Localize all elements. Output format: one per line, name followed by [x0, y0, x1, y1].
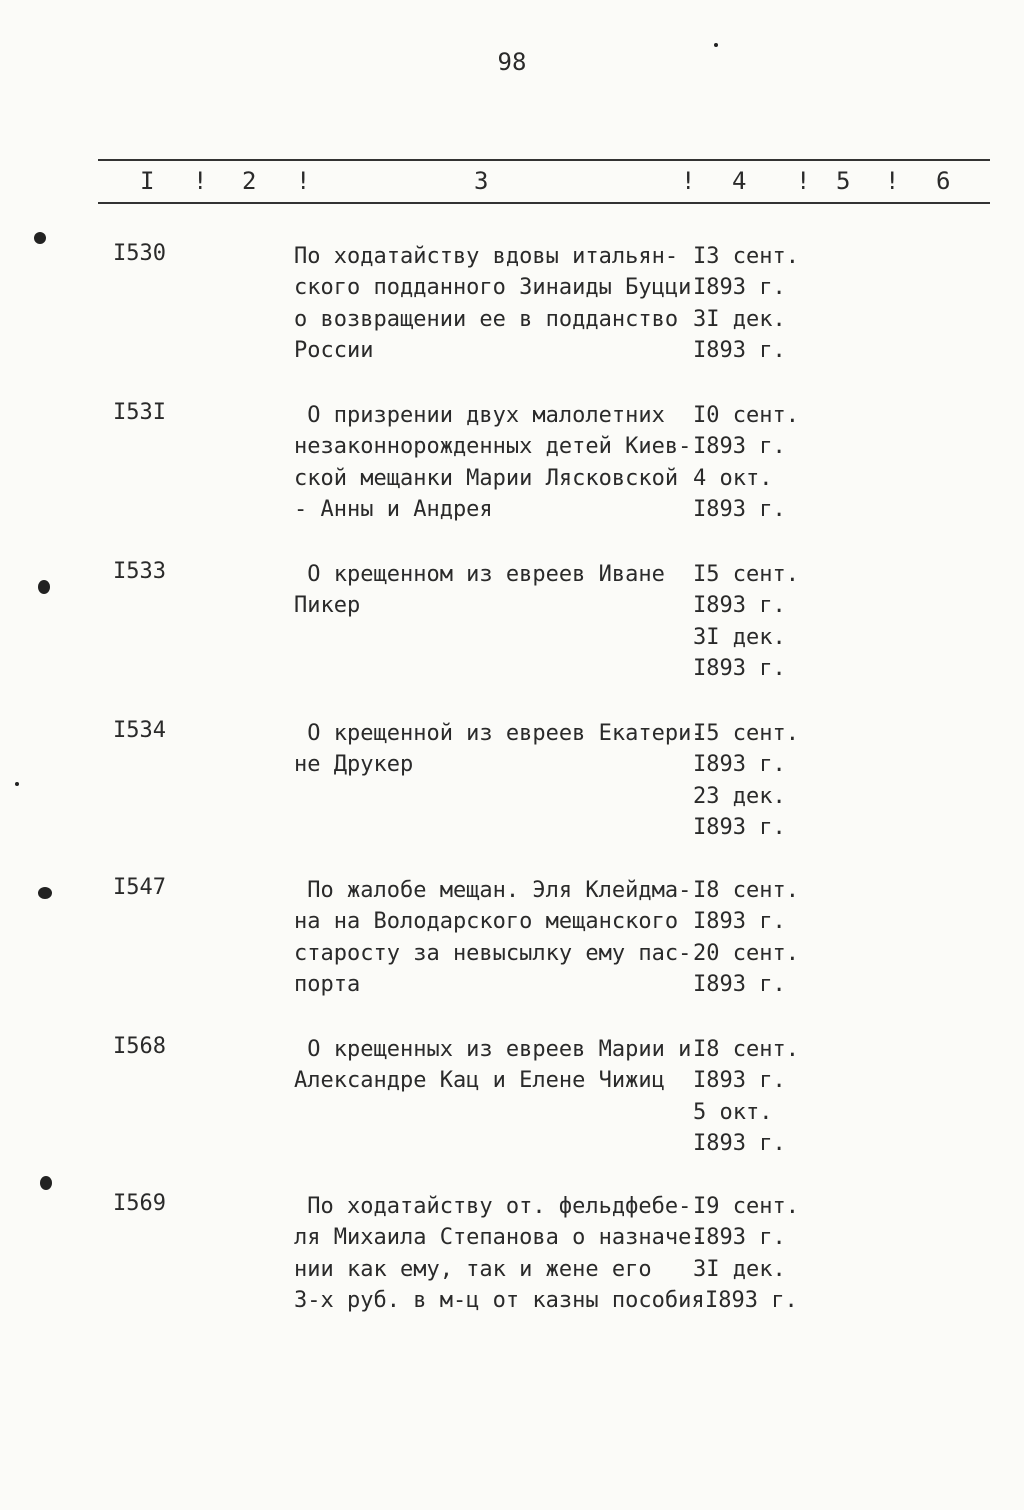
- scan-speck: [714, 43, 718, 47]
- header-separator: !: [796, 167, 811, 195]
- entry-dates: [693, 1034, 813, 1159]
- entry-dates: [693, 718, 813, 843]
- start-date: I3 сент.: [693, 244, 799, 269]
- header-col-5: 5: [836, 167, 851, 195]
- entry-number: I534: [113, 718, 166, 743]
- header-bottom-rule: [98, 202, 990, 204]
- start-year: I893 г.: [693, 752, 786, 778]
- header-col-6: 6: [936, 167, 951, 195]
- end-year: I893 г.: [693, 1130, 786, 1156]
- start-year: I893 г.: [693, 909, 786, 935]
- header-col-3: 3: [474, 167, 489, 195]
- end-year: I893 г.: [693, 971, 786, 997]
- start-year: I893 г.: [693, 434, 786, 460]
- start-year: I893 г.: [693, 1068, 786, 1094]
- entry-dates: [693, 559, 813, 684]
- start-date: I8 сент.: [693, 878, 799, 903]
- description-line: Александре Кац и Елене Чижиц: [294, 1068, 665, 1094]
- binding-hole-mark: [38, 887, 52, 899]
- register-entry: [0, 875, 1024, 1015]
- start-date: I5 сент.: [693, 721, 799, 746]
- description-line: По ходатайству от. фельдфебе-: [294, 1194, 692, 1219]
- end-date: 4 окт.: [693, 465, 773, 491]
- start-year: I893 г.: [693, 275, 786, 301]
- entry-description: [294, 241, 694, 366]
- register-entry: [0, 241, 1024, 381]
- description-line: О крещенных из евреев Марии и: [294, 1037, 692, 1062]
- register-entry: [0, 400, 1024, 540]
- description-line: 3-х руб. в м-ц от казны пособия: [294, 1287, 705, 1313]
- register-entry: [0, 1191, 1024, 1331]
- description-line: на на Володарского мещанского: [294, 909, 679, 935]
- page-number: 98: [497, 48, 527, 76]
- entry-description: [294, 875, 694, 1000]
- end-year: I893 г.: [693, 814, 786, 840]
- start-date: I5 сент.: [693, 562, 799, 587]
- description-line: не Друкер: [294, 752, 414, 778]
- register-entry: [0, 718, 1024, 858]
- description-line: По жалобе мещан. Эля Клейдма-: [294, 878, 692, 903]
- description-line: О крещенном из евреев Иване: [294, 562, 665, 587]
- entry-dates: [693, 1191, 825, 1316]
- description-line: О призрении двух малолетних: [294, 403, 665, 428]
- header-col-2: 2: [242, 167, 257, 195]
- description-line: ля Михаила Степанова о назначе-: [294, 1225, 705, 1251]
- description-line: незаконнорожденных детей Киев-: [294, 434, 692, 460]
- end-year: I893 г.: [693, 655, 786, 681]
- header-separator: !: [681, 167, 696, 195]
- start-date: I0 сент.: [693, 403, 799, 428]
- end-date: 5 окт.: [693, 1099, 773, 1125]
- binding-hole-mark: [40, 1176, 52, 1190]
- description-line: ского подданного Зинаиды Буцци: [294, 275, 692, 301]
- end-year: I893 г.: [693, 337, 786, 363]
- start-year: I893 г.: [693, 593, 786, 619]
- end-date: 20 сент.: [693, 940, 799, 966]
- entry-number: I547: [113, 875, 166, 900]
- header-separator: !: [885, 167, 900, 195]
- start-date: I8 сент.: [693, 1037, 799, 1062]
- entry-number: I568: [113, 1034, 166, 1059]
- start-year: I893 г.: [693, 1225, 786, 1251]
- end-date: 3I дек.: [693, 306, 786, 332]
- end-date: 23 дек.: [693, 783, 786, 809]
- entry-number: I530: [113, 241, 166, 266]
- entry-dates: [693, 241, 813, 366]
- entry-description: [294, 559, 694, 622]
- header-separator: !: [193, 167, 208, 195]
- entry-description: [294, 1191, 705, 1316]
- scan-speck: [15, 782, 19, 786]
- description-line: старосту за невысылку ему пас-: [294, 940, 692, 966]
- entry-description: [294, 1034, 694, 1097]
- end-year: I893 г.: [705, 1287, 798, 1313]
- entry-description: [294, 400, 694, 525]
- entry-number: I569: [113, 1191, 166, 1216]
- description-line: о возвращении ее в подданство: [294, 306, 679, 332]
- description-line: О крещенной из евреев Екатери-: [294, 721, 705, 746]
- entry-description: [294, 718, 705, 781]
- description-line: нии как ему, так и жене его: [294, 1256, 652, 1282]
- entry-number: I53I: [113, 400, 166, 425]
- header-col-1: I: [140, 167, 155, 195]
- header-col-4: 4: [732, 167, 747, 195]
- description-line: Пикер: [294, 593, 361, 619]
- end-year: I893 г.: [693, 496, 786, 522]
- description-line: России: [294, 337, 374, 363]
- header-top-rule: [98, 159, 990, 161]
- start-date: I9 сент.: [693, 1194, 799, 1219]
- entry-number: I533: [113, 559, 166, 584]
- description-line: По ходатайству вдовы итальян-: [294, 244, 679, 269]
- end-date: 3I дек.: [693, 1256, 786, 1282]
- entry-dates: [693, 875, 813, 1000]
- end-date: 3I дек.: [693, 624, 786, 650]
- binding-hole-mark: [38, 580, 50, 594]
- description-line: порта: [294, 971, 361, 997]
- register-entry: [0, 559, 1024, 699]
- description-line: - Анны и Андрея: [294, 496, 493, 522]
- binding-hole-mark: [34, 232, 46, 244]
- entry-dates: [693, 400, 813, 525]
- register-entry: [0, 1034, 1024, 1174]
- header-separator: !: [296, 167, 311, 195]
- description-line: ской мещанки Марии Лясковской: [294, 465, 679, 491]
